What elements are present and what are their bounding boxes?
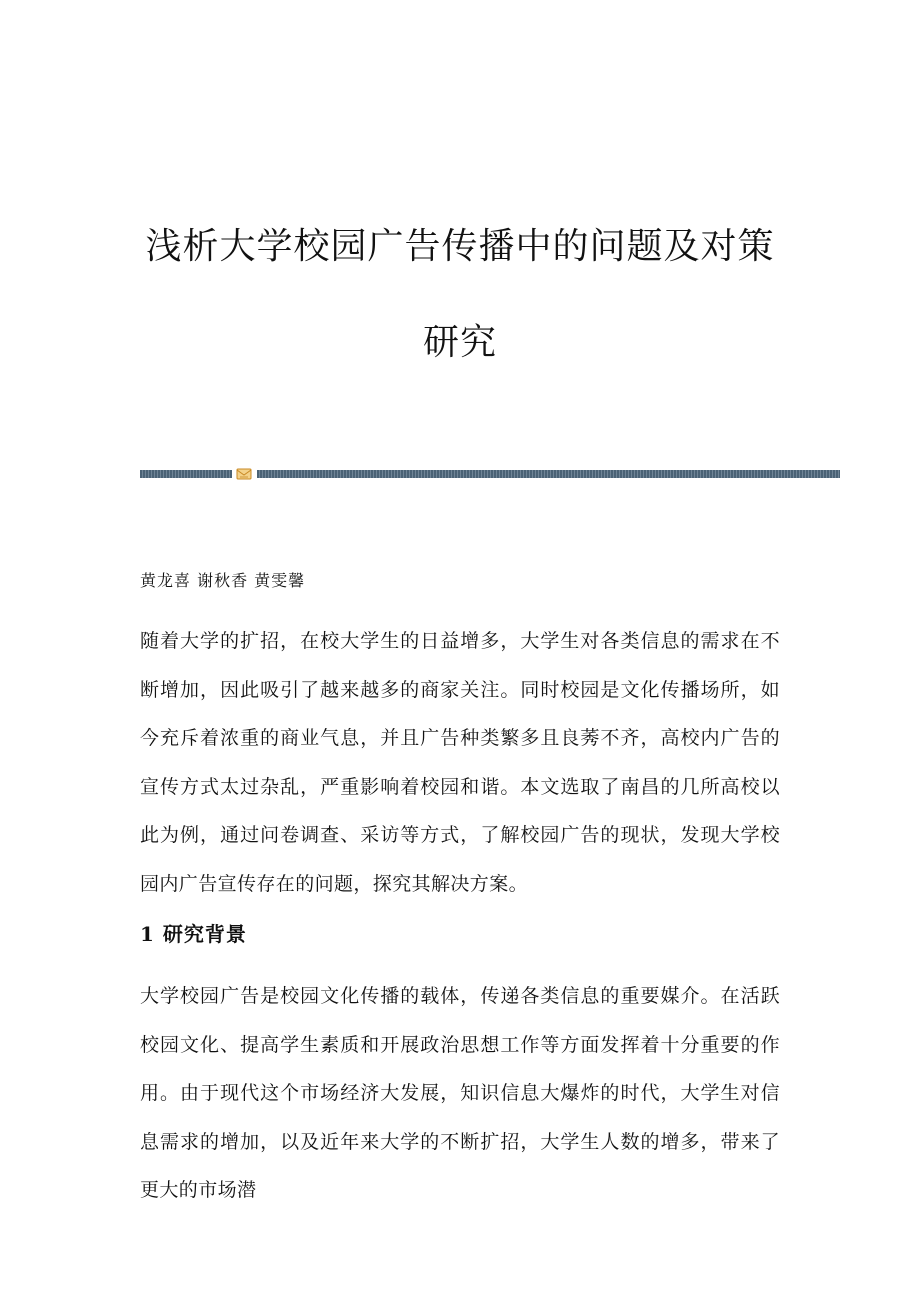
divider-bar-left bbox=[140, 470, 232, 478]
abstract-paragraph: 随着大学的扩招，在校大学生的日益增多，大学生对各类信息的需求在不断增加，因此吸引了越来越多的商家关注。同时校园是文化传播场所，如今充斥着浓重的商业气息，并且广告种类繁多且良莠不齐，高校内广告的宣传方式太过杂乱，严重影响着校园和谐。本文选取了南昌的几所高校以此为例，通过问卷调查、采访等方式，了解校园广告的现状，发现大学校园内广告宣传存在的问题，探究其解决方案。 bbox=[140, 630, 780, 895]
section-body-paragraph: 大学校园广告是校园文化传播的载体，传递各类信息的重要媒介。在活跃校园文化、提高学生素质和开展政治思想工作等方面发挥着十分重要的作用。由于现代这个市场经济大发展，知识信息大爆炸的时代，大学生对信息需求的增加，以及近年来大学的不断扩招，大学生人数的增多，带来了更大的市场潜 bbox=[140, 985, 780, 1201]
document-title-line-2: 研究 bbox=[422, 322, 497, 363]
section-heading-research-background: 1 研究背景 bbox=[140, 922, 247, 946]
divider-bar-right bbox=[257, 470, 840, 478]
author-list: 黄龙喜 谢秋香 黄雯馨 bbox=[140, 571, 306, 590]
document-title-line-1: 浅析大学校园广告传播中的问题及对策 bbox=[145, 226, 775, 267]
divider-ornament-icon bbox=[236, 467, 252, 481]
title-divider bbox=[140, 467, 840, 481]
